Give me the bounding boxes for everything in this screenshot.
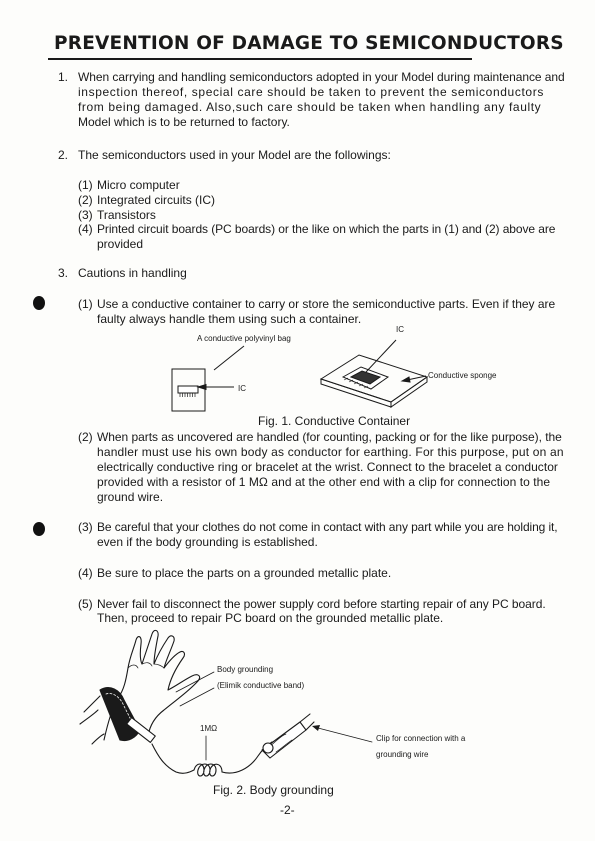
section-3-number: 3.	[58, 266, 69, 280]
fig2-grounding-label-2: (Elimik conductive band)	[217, 681, 305, 690]
section-3-item-5-marker: (5)	[78, 597, 93, 611]
section-2-item-2-marker: (2)	[78, 193, 93, 207]
section-3-item-2-line-1: When parts as uncovered are handled (for counting, packing or for the like purpose), the	[97, 430, 562, 444]
section-2-number: 2.	[58, 148, 69, 162]
fig1-bag-label: A conductive polyvinyl bag	[197, 334, 291, 343]
section-3-intro: Cautions in handling	[78, 266, 187, 280]
section-1-line-3: from being damaged. Also,such care should be taken when handling any faulty	[78, 100, 542, 114]
section-3-item-3-line-1: Be careful that your clothes do not come in contact with any part while you are holding it,	[97, 520, 558, 534]
section-3-item-5-line-1: Never fail to disconnect the power supply cord before starting repair of any PC board.	[97, 597, 546, 611]
section-1-line-2: inspection thereof, special care should be taken to prevent the semiconductors	[78, 85, 544, 99]
section-1-line-4: Model which is to be returned to factory.	[78, 115, 290, 129]
fig1-sponge-label: Conductive sponge	[428, 371, 497, 380]
section-3-item-3-marker: (3)	[78, 520, 93, 534]
section-2-item-1-text: Micro computer	[97, 178, 180, 192]
section-3-item-2-line-2: handler must use his own body as conductor for earthing. For this purpose, put on an	[97, 445, 564, 459]
section-2-item-1-marker: (1)	[78, 178, 93, 192]
section-2-item-4-line-2: provided	[97, 237, 144, 251]
section-3-item-2-line-5: ground wire.	[97, 490, 164, 504]
section-2-item-3-marker: (3)	[78, 208, 93, 222]
page-title: PREVENTION OF DAMAGE TO SEMICONDUCTORS	[54, 33, 564, 54]
section-3-item-2-line-3: electrically conductive ring or bracelet at the wrist. Connect to the bracelet a conductor	[97, 460, 558, 474]
section-3-item-1-line-1: Use a conductive container to carry or store the semiconductive parts. Even if they are	[97, 297, 556, 311]
section-3-item-1-line-2: faulty always handle them using such a container.	[97, 312, 362, 326]
section-2-item-4-line-1: Printed circuit boards (PC boards) or the like on which the parts in (1) and (2) above are	[97, 222, 556, 236]
fig1-ic-left-label: IC	[238, 384, 246, 393]
section-2-intro: The semiconductors used in your Model are the followings:	[78, 148, 391, 162]
page-number: -2-	[280, 803, 295, 817]
section-2-item-2-text: Integrated circuits (IC)	[97, 193, 216, 207]
fig2-grounding-label-1: Body grounding	[217, 665, 274, 674]
section-2-item-3-text: Transistors	[97, 208, 156, 222]
fig2-resistor-label: 1MΩ	[200, 724, 218, 733]
section-3-item-1-marker: (1)	[78, 297, 93, 311]
fig1-caption: Fig. 1. Conductive Container	[258, 414, 411, 428]
section-3-item-4-marker: (4)	[78, 566, 93, 580]
section-3-item-4-text: Be sure to place the parts on a grounded metallic plate.	[97, 566, 392, 580]
fig2-clip-label-1: Clip for connection with a	[376, 734, 466, 743]
section-3-item-3-line-2: even if the body grounding is established.	[97, 535, 318, 549]
section-3-item-2-marker: (2)	[78, 430, 93, 444]
section-2-item-4-marker: (4)	[78, 222, 93, 236]
section-1-number: 1.	[58, 70, 69, 84]
fig1-ic-top-label: IC	[396, 325, 404, 334]
section-1-line-1: When carrying and handling semiconductors adopted in your Model during maintenance and	[78, 70, 565, 84]
section-3-item-5-line-2: Then, proceed to repair PC board on the grounded metallic plate.	[97, 611, 444, 625]
fig2-clip-label-2: grounding wire	[376, 750, 429, 759]
fig2-caption: Fig. 2. Body grounding	[213, 783, 334, 797]
section-3-item-2-line-4: provided with a resistor of 1 MΩ and at the other end with a clip for connection to the	[97, 475, 551, 489]
